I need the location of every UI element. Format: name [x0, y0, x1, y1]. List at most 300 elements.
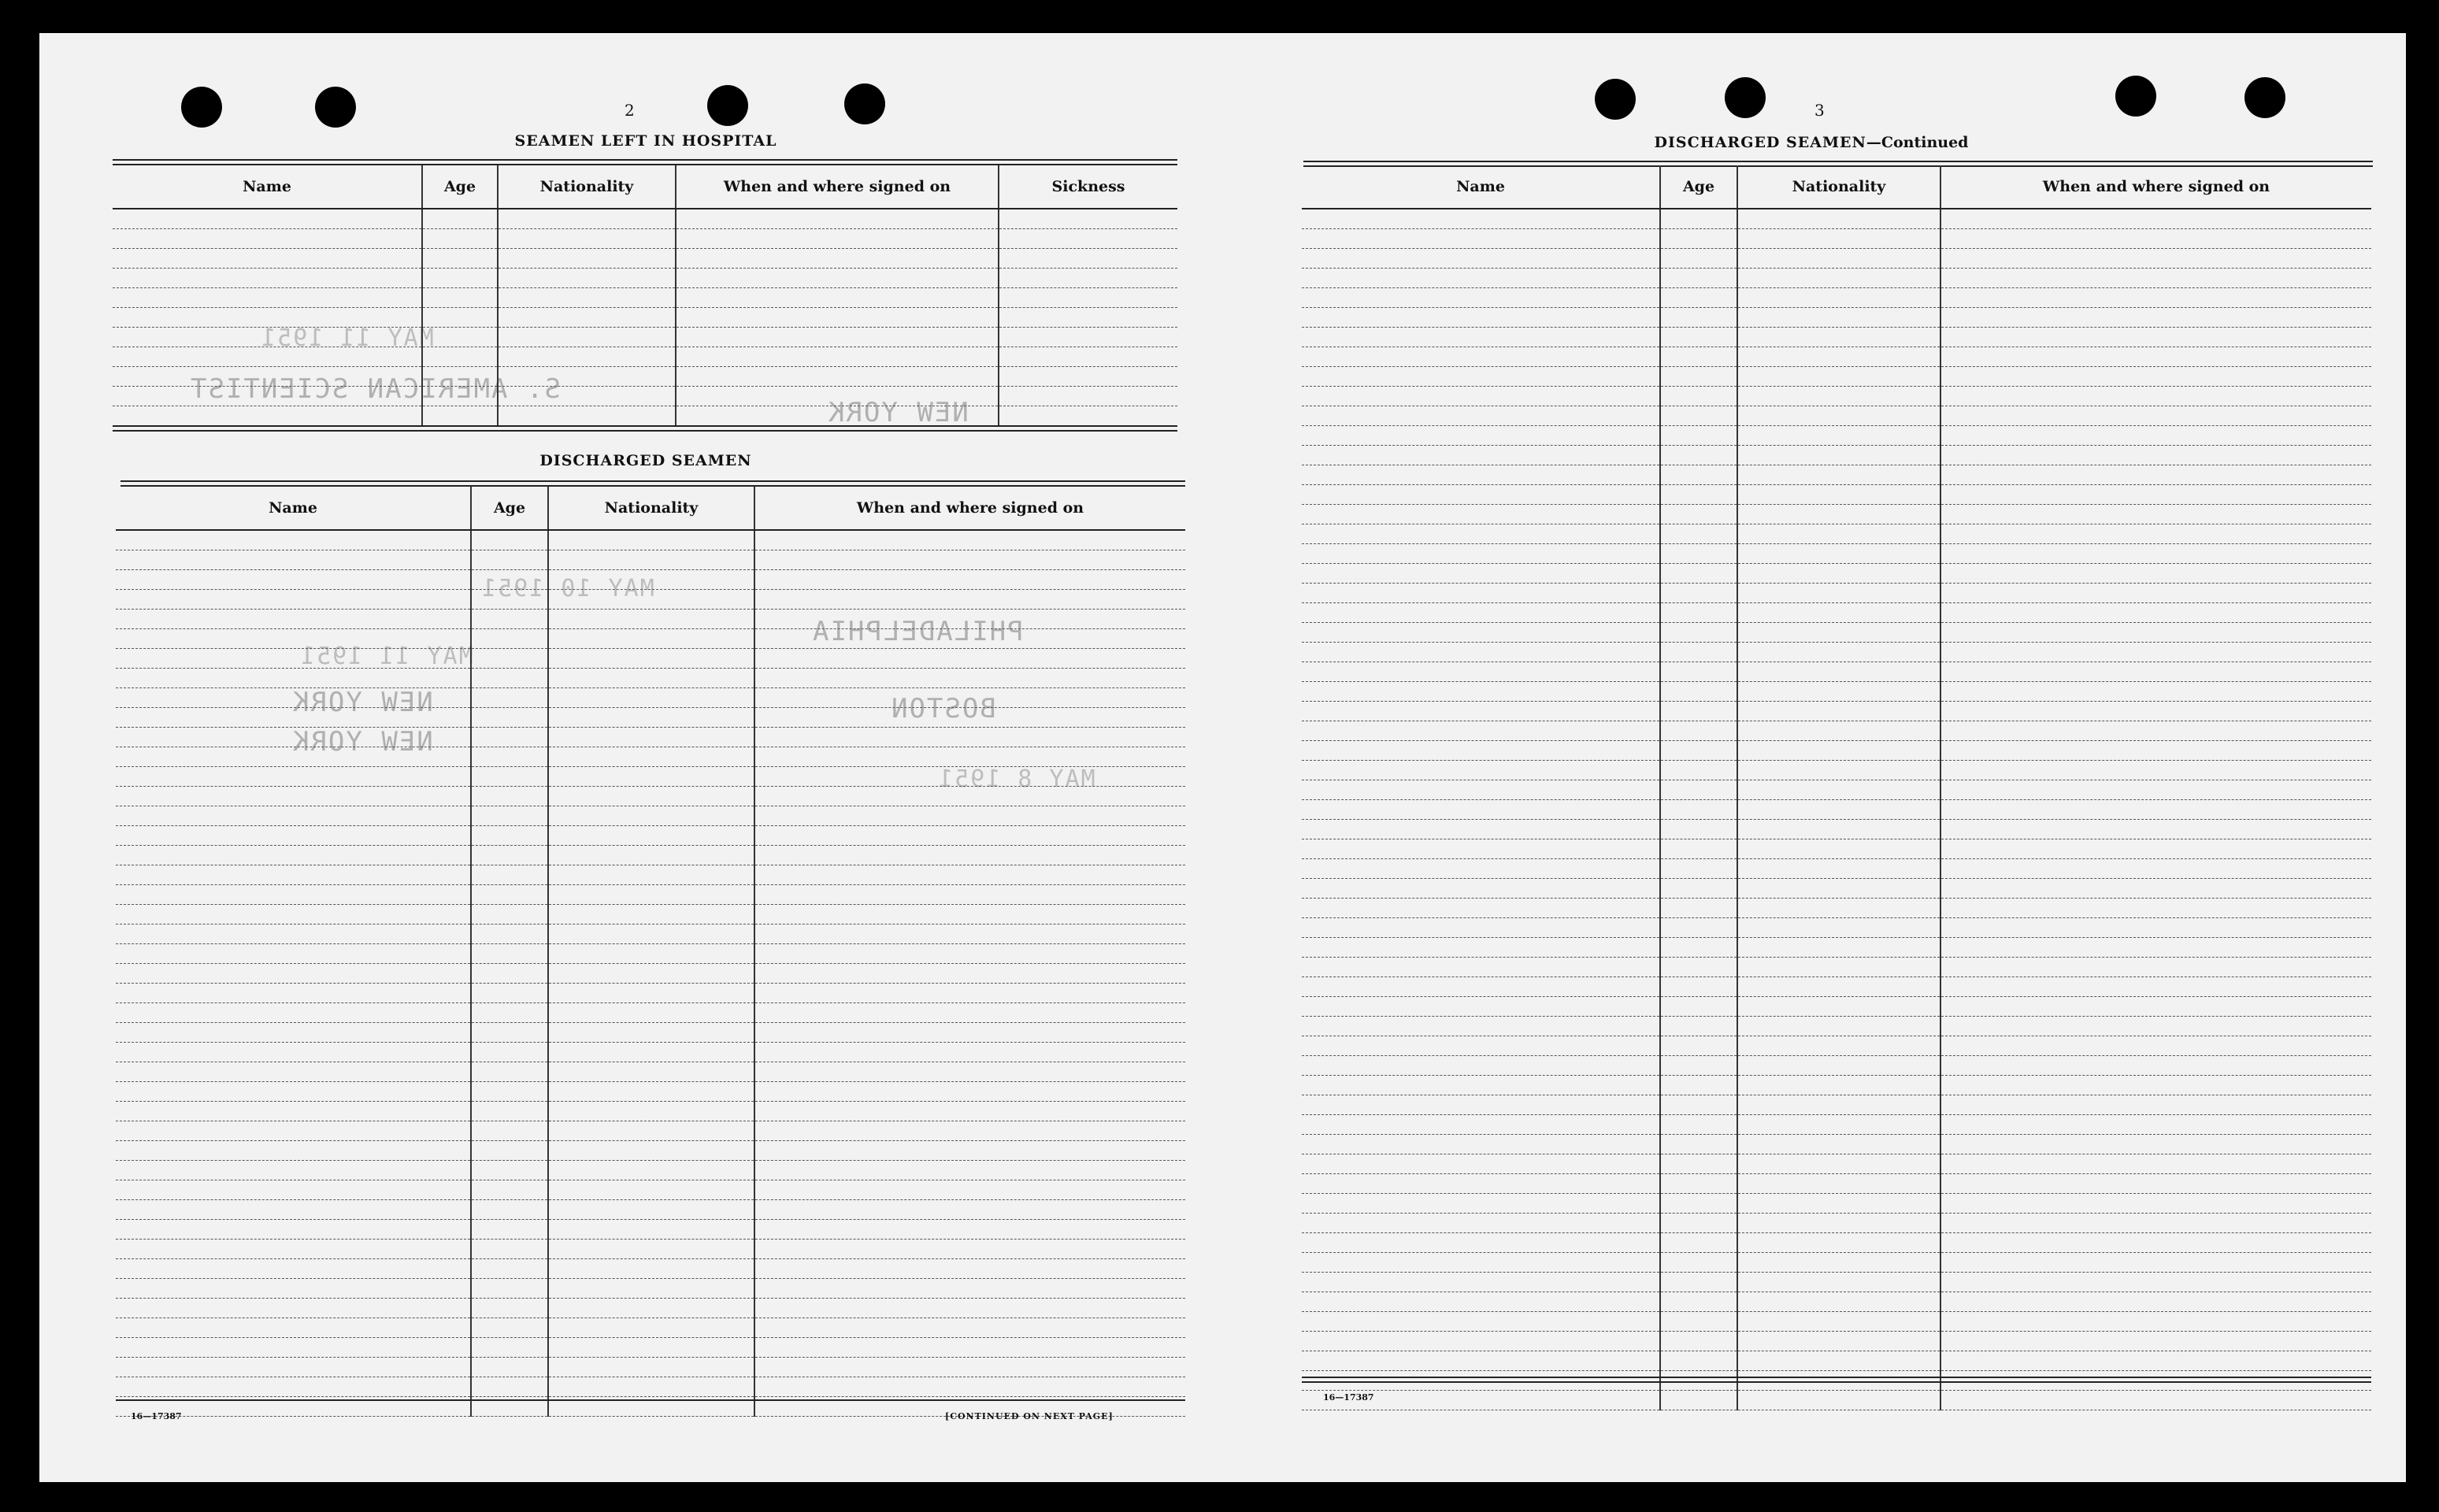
table-row	[116, 649, 1185, 669]
table-cell	[116, 530, 471, 550]
table-cell	[1302, 1332, 1660, 1351]
table-cell	[1660, 820, 1737, 839]
table-row	[1302, 426, 2371, 446]
table-cell	[676, 229, 999, 249]
table-cell	[1737, 1194, 1940, 1214]
table-cell	[1660, 977, 1737, 997]
table-cell	[1737, 229, 1940, 249]
table-cell	[471, 747, 548, 767]
table-row	[1302, 524, 2371, 544]
table-cell	[1940, 524, 2371, 544]
table-row	[1302, 1351, 2371, 1371]
table-cell	[1660, 505, 1737, 524]
hospital-table	[113, 165, 1177, 426]
bleed-stamp: MAY 8 1951	[937, 765, 1095, 793]
table-cell	[1940, 544, 2371, 564]
table-row	[116, 846, 1185, 865]
table-cell	[1737, 426, 1940, 446]
table-row	[116, 806, 1185, 826]
table-cell	[676, 387, 999, 406]
table-cell	[1737, 682, 1940, 702]
col-header-signed-on: When and where signed on	[1940, 165, 2371, 209]
table-cell	[116, 806, 471, 826]
table-cell	[754, 610, 1185, 629]
table-cell	[754, 1102, 1185, 1121]
table-cell	[471, 944, 548, 964]
table-cell	[1940, 603, 2371, 623]
table-cell	[1737, 839, 1940, 859]
table-cell	[754, 1200, 1185, 1220]
table-cell	[1660, 1115, 1737, 1135]
table-cell	[548, 1102, 754, 1121]
table-cell	[1737, 209, 1940, 229]
table-row	[1302, 367, 2371, 387]
table-cell	[754, 530, 1185, 550]
table-cell	[1302, 446, 1660, 465]
table-cell	[1737, 899, 1940, 918]
table-cell	[1737, 1174, 1940, 1194]
table-row	[116, 550, 1185, 570]
table-cell	[1737, 977, 1940, 997]
table-cell	[1660, 997, 1737, 1017]
table-cell	[1737, 879, 1940, 899]
table-cell	[548, 1358, 754, 1377]
table-row	[116, 1161, 1185, 1180]
hospital-section-title: SEAMEN LEFT IN HOSPITAL	[514, 132, 777, 150]
table-row	[1302, 977, 2371, 997]
table-cell	[1660, 308, 1737, 328]
table-cell	[1660, 958, 1737, 977]
table-cell	[1737, 308, 1940, 328]
document-sheet	[39, 33, 2406, 1482]
table-cell	[1660, 1292, 1737, 1312]
table-row	[1302, 958, 2371, 977]
table-cell	[113, 328, 422, 347]
bleed-stamp: PHILADELPHIA	[811, 616, 1024, 647]
table-cell	[422, 209, 498, 229]
table-cell	[116, 1082, 471, 1102]
table-cell	[1737, 1351, 1940, 1371]
table-row	[116, 1259, 1185, 1279]
table-cell	[1302, 485, 1660, 505]
table-row	[1302, 702, 2371, 721]
table-row	[116, 1338, 1185, 1358]
table-cell	[1940, 938, 2371, 958]
table-cell	[471, 806, 548, 826]
table-cell	[1737, 1135, 1940, 1154]
table-cell	[116, 885, 471, 905]
table-cell	[1660, 938, 1737, 958]
table-cell	[1302, 564, 1660, 584]
table-cell	[1737, 505, 1940, 524]
table-cell	[999, 328, 1177, 347]
table-row	[1302, 938, 2371, 958]
table-cell	[1940, 564, 2371, 584]
table-cell	[1660, 1351, 1737, 1371]
table-cell	[1660, 682, 1737, 702]
table-row	[113, 347, 1177, 367]
table-row	[1302, 288, 2371, 308]
table-cell	[471, 728, 548, 747]
table-cell	[471, 590, 548, 610]
table-cell	[1660, 662, 1737, 682]
punch-hole	[315, 87, 356, 128]
table-cell	[999, 269, 1177, 288]
table-cell	[1737, 387, 1940, 406]
table-cell	[1940, 1115, 2371, 1135]
table-cell	[1660, 899, 1737, 918]
table-cell	[1302, 643, 1660, 662]
table-cell	[113, 249, 422, 269]
table-row	[1302, 269, 2371, 288]
table-cell	[1737, 662, 1940, 682]
table-cell	[1660, 918, 1737, 938]
table-cell	[1302, 1194, 1660, 1214]
table-cell	[1940, 1194, 2371, 1214]
table-cell	[1940, 918, 2371, 938]
table-cell	[1940, 741, 2371, 761]
table-cell	[1940, 839, 2371, 859]
table-cell	[754, 826, 1185, 846]
table-cell	[471, 1279, 548, 1299]
table-cell	[1940, 505, 2371, 524]
table-cell	[471, 1240, 548, 1259]
table-cell	[1940, 623, 2371, 643]
table-cell	[1660, 1095, 1737, 1115]
table-cell	[1737, 347, 1940, 367]
table-cell	[548, 846, 754, 865]
table-row	[1302, 741, 2371, 761]
table-cell	[1940, 1214, 2371, 1233]
table-row	[116, 570, 1185, 590]
table-cell	[1660, 387, 1737, 406]
table-cell	[1737, 1391, 1940, 1410]
table-cell	[548, 550, 754, 570]
table-cell	[548, 787, 754, 806]
discharged-table-bottom-rule	[116, 1399, 1185, 1401]
table-cell	[1737, 1036, 1940, 1056]
table-cell	[1737, 1292, 1940, 1312]
table-cell	[116, 590, 471, 610]
table-cell	[548, 905, 754, 925]
table-cell	[113, 288, 422, 308]
table-cell	[471, 708, 548, 728]
table-row	[116, 787, 1185, 806]
table-row	[116, 964, 1185, 984]
table-cell	[471, 984, 548, 1003]
table-cell	[754, 708, 1185, 728]
table-cell	[116, 1240, 471, 1259]
table-cell	[116, 747, 471, 767]
col-header-name: Name	[1302, 165, 1660, 209]
table-row	[1302, 249, 2371, 269]
table-cell	[1660, 780, 1737, 800]
table-row	[1302, 485, 2371, 505]
table-cell	[548, 1082, 754, 1102]
table-cell	[1302, 229, 1660, 249]
table-cell	[1940, 426, 2371, 446]
table-cell	[116, 1338, 471, 1358]
table-cell	[1302, 1056, 1660, 1076]
table-cell	[548, 1377, 754, 1397]
table-cell	[1940, 879, 2371, 899]
table-cell	[754, 944, 1185, 964]
table-cell	[754, 1043, 1185, 1062]
table-row	[1302, 406, 2371, 426]
table-cell	[754, 1358, 1185, 1377]
table-cell	[754, 885, 1185, 905]
table-cell	[754, 1240, 1185, 1259]
table-cell	[1660, 741, 1737, 761]
table-row	[116, 1358, 1185, 1377]
table-cell	[1660, 1273, 1737, 1292]
table-cell	[1737, 485, 1940, 505]
table-cell	[999, 367, 1177, 387]
table-cell	[1302, 997, 1660, 1017]
table-cell	[548, 865, 754, 885]
table-cell	[422, 328, 498, 347]
table-cell	[1940, 899, 2371, 918]
table-cell	[754, 1003, 1185, 1023]
table-cell	[1940, 229, 2371, 249]
table-cell	[116, 649, 471, 669]
table-cell	[1660, 209, 1737, 229]
table-cell	[116, 1259, 471, 1279]
table-cell	[1940, 328, 2371, 347]
bleed-stamp: MAY 10 1951	[480, 575, 654, 602]
bleed-stamp: MAY 11 1951	[260, 324, 434, 352]
table-row	[1302, 1056, 2371, 1076]
table-cell	[1737, 1253, 1940, 1273]
table-cell	[1940, 662, 2371, 682]
table-row	[113, 367, 1177, 387]
table-cell	[1940, 465, 2371, 485]
table-cell	[113, 406, 422, 426]
table-cell	[548, 826, 754, 846]
table-cell	[1737, 1095, 1940, 1115]
table-row	[1302, 347, 2371, 367]
table-cell	[1737, 465, 1940, 485]
table-cell	[1940, 702, 2371, 721]
table-cell	[1737, 1154, 1940, 1174]
table-cell	[1737, 1214, 1940, 1233]
table-cell	[1940, 1273, 2371, 1292]
continued-note: [CONTINUED ON NEXT PAGE]	[945, 1411, 1114, 1421]
table-cell	[1737, 367, 1940, 387]
table-cell	[754, 767, 1185, 787]
table-cell	[471, 1141, 548, 1161]
table-cell	[1940, 249, 2371, 269]
table-cell	[116, 984, 471, 1003]
table-row	[1302, 1292, 2371, 1312]
table-cell	[1302, 682, 1660, 702]
table-cell	[1660, 839, 1737, 859]
punch-hole	[2244, 77, 2285, 118]
table-cell	[548, 1023, 754, 1043]
table-cell	[471, 1062, 548, 1082]
table-cell	[1302, 741, 1660, 761]
table-cell	[116, 1180, 471, 1200]
table-row	[116, 708, 1185, 728]
table-cell	[1302, 406, 1660, 426]
table-cell	[1940, 209, 2371, 229]
table-cell	[471, 1161, 548, 1180]
table-row	[116, 688, 1185, 708]
table-row	[1302, 387, 2371, 406]
table-row	[1302, 1312, 2371, 1332]
table-cell	[1737, 544, 1940, 564]
table-row	[1302, 1253, 2371, 1273]
table-cell	[1737, 918, 1940, 938]
table-cell	[548, 530, 754, 550]
table-cell	[999, 249, 1177, 269]
table-cell	[1737, 584, 1940, 603]
table-cell	[116, 1358, 471, 1377]
table-row	[116, 1240, 1185, 1259]
table-row	[116, 1141, 1185, 1161]
table-cell	[1940, 387, 2371, 406]
table-cell	[999, 347, 1177, 367]
table-cell	[1302, 1312, 1660, 1332]
table-row	[1302, 918, 2371, 938]
table-cell	[548, 1141, 754, 1161]
table-cell	[116, 1318, 471, 1338]
table-cell	[471, 846, 548, 865]
table-row	[116, 1023, 1185, 1043]
table-row	[1302, 800, 2371, 820]
table-row	[113, 229, 1177, 249]
table-cell	[1302, 1253, 1660, 1273]
table-cell	[1660, 446, 1737, 465]
table-cell	[498, 209, 676, 229]
page-number-left: 2	[625, 101, 635, 120]
hospital-table-bottom-rule	[113, 425, 1177, 432]
table-cell	[548, 1279, 754, 1299]
table-cell	[471, 550, 548, 570]
table-cell	[498, 347, 676, 367]
table-row	[116, 1003, 1185, 1023]
table-cell	[754, 1023, 1185, 1043]
table-cell	[116, 728, 471, 747]
bleed-stamp: NEW YORK	[291, 687, 433, 718]
table-cell	[113, 269, 422, 288]
table-cell	[116, 1102, 471, 1121]
table-cell	[471, 1220, 548, 1240]
table-cell	[1940, 643, 2371, 662]
table-cell	[754, 925, 1185, 944]
table-row	[116, 1043, 1185, 1062]
table-cell	[422, 269, 498, 288]
table-cell	[1660, 1135, 1737, 1154]
table-row	[116, 984, 1185, 1003]
table-cell	[754, 787, 1185, 806]
table-cell	[1940, 997, 2371, 1017]
table-cell	[116, 925, 471, 944]
table-row	[1302, 721, 2371, 741]
table-cell	[1940, 1135, 2371, 1154]
table-cell	[1302, 780, 1660, 800]
table-cell	[1302, 859, 1660, 879]
table-row	[1302, 1332, 2371, 1351]
table-cell	[676, 367, 999, 387]
table-cell	[471, 925, 548, 944]
table-cell	[471, 1259, 548, 1279]
table-cell	[548, 885, 754, 905]
table-cell	[1737, 406, 1940, 426]
table-cell	[471, 1102, 548, 1121]
table-row	[116, 1082, 1185, 1102]
table-cell	[1660, 544, 1737, 564]
table-row	[1302, 1017, 2371, 1036]
right-title-suffix: —Continued	[1866, 134, 1969, 151]
table-cell	[1737, 1056, 1940, 1076]
table-cell	[1302, 209, 1660, 229]
table-cell	[1737, 1017, 1940, 1036]
table-cell	[1302, 839, 1660, 859]
table-cell	[1660, 800, 1737, 820]
table-cell	[422, 406, 498, 426]
discharged-table-top-rule	[120, 480, 1185, 487]
table-cell	[116, 964, 471, 984]
table-cell	[754, 1082, 1185, 1102]
table-cell	[754, 688, 1185, 708]
table-row	[116, 1062, 1185, 1082]
table-cell	[1302, 702, 1660, 721]
table-row	[1302, 997, 2371, 1017]
table-cell	[113, 367, 422, 387]
table-cell	[1660, 465, 1737, 485]
col-header-signed-on: When and where signed on	[754, 487, 1185, 530]
table-row	[1302, 662, 2371, 682]
table-cell	[754, 570, 1185, 590]
table-cell	[548, 669, 754, 688]
table-cell	[548, 1259, 754, 1279]
table-cell	[1660, 564, 1737, 584]
table-cell	[1302, 347, 1660, 367]
table-cell	[1940, 1332, 2371, 1351]
table-cell	[754, 1121, 1185, 1141]
col-header-signed-on: When and where signed on	[676, 165, 999, 209]
table-cell	[1302, 1154, 1660, 1174]
table-cell	[1660, 1253, 1737, 1273]
table-cell	[1660, 1391, 1737, 1410]
table-cell	[754, 1377, 1185, 1397]
table-cell	[471, 1043, 548, 1062]
table-cell	[116, 944, 471, 964]
table-cell	[471, 767, 548, 787]
table-cell	[1660, 879, 1737, 899]
table-cell	[1302, 269, 1660, 288]
table-cell	[1940, 820, 2371, 839]
table-cell	[1737, 564, 1940, 584]
table-cell	[1302, 328, 1660, 347]
table-row	[116, 1121, 1185, 1141]
table-cell	[754, 1141, 1185, 1161]
table-cell	[1737, 524, 1940, 544]
table-row	[1302, 899, 2371, 918]
table-cell	[422, 249, 498, 269]
table-cell	[498, 249, 676, 269]
table-cell	[1302, 249, 1660, 269]
table-cell	[471, 1003, 548, 1023]
table-cell	[1660, 721, 1737, 741]
table-row	[1302, 1036, 2371, 1056]
table-cell	[113, 308, 422, 328]
table-cell	[1940, 446, 2371, 465]
table-row	[1302, 1194, 2371, 1214]
table-row	[113, 288, 1177, 308]
table-cell	[754, 964, 1185, 984]
